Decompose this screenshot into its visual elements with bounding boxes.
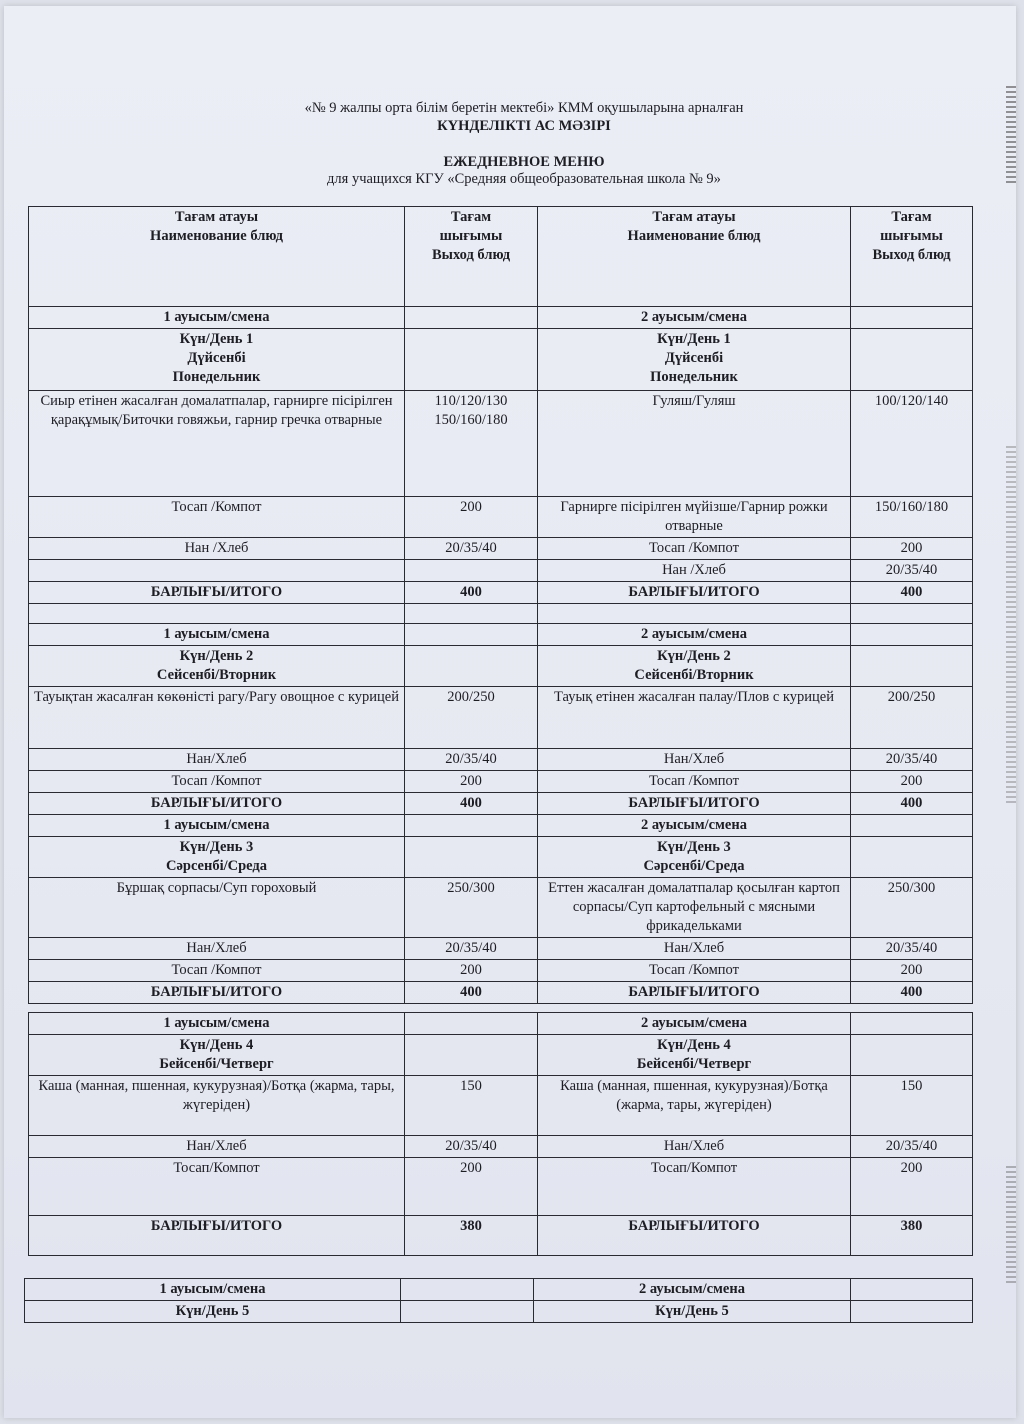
dish-name: Гуляш/Гуляш — [538, 391, 851, 497]
day-row — [29, 837, 973, 878]
dish-name: Тосап/Компот — [538, 1158, 851, 1216]
dish-yield: 200 — [851, 1158, 973, 1216]
total-label: БАРЛЫҒЫ/ИТОГО — [538, 982, 851, 1004]
dish-yield: 200 — [851, 771, 973, 793]
column-header-yield: Тағам шығымы Выход блюд — [851, 207, 973, 307]
day-1-left-heading: Күн/День 1 Дүйсенбі Понедельник — [29, 329, 405, 391]
header-title-ru: ЕЖЕДНЕВНОЕ МЕНЮ — [443, 154, 605, 170]
dish-yield: 20/35/40 — [851, 560, 973, 582]
dish-name: Сиыр етінен жасалған домалатпалар, гарнирге пісірілген қарақұмық/Биточки говяжьи, гарнир гречка отварные — [29, 391, 405, 497]
column-header-name: Тағам атауы Наименование блюд — [538, 207, 851, 307]
dish-yield: 20/35/40 — [851, 938, 973, 960]
day-row — [25, 1301, 973, 1323]
dish-name: Нан/Хлеб — [538, 1136, 851, 1158]
shift-1-label: 1 ауысым/смена — [25, 1279, 401, 1301]
dish-name: Тосап/Компот — [29, 1158, 405, 1216]
document-page — [4, 6, 1016, 1418]
dish-name: Тосап /Компот — [538, 538, 851, 560]
table-row — [29, 497, 973, 538]
day-4-right-heading: Күн/День 4 Бейсенбі/Четверг — [538, 1035, 851, 1076]
shift-row — [29, 1013, 973, 1035]
day-row — [29, 1035, 973, 1076]
dish-name: Каша (манная, пшенная, кукурузная)/Ботқа (жарма, тары, жүгеріден) — [29, 1076, 405, 1136]
table-row — [29, 1158, 973, 1216]
shift-1-label: 1 ауысым/смена — [29, 307, 405, 329]
total-label: БАРЛЫҒЫ/ИТОГО — [538, 793, 851, 815]
table-row — [29, 1136, 973, 1158]
shift-2-label: 2 ауысым/смена — [538, 815, 851, 837]
header-school-kz: «№ 9 жалпы орта білім беретін мектебі» КММ оқушыларына арналған — [304, 100, 744, 116]
spacer-row — [29, 604, 973, 624]
table-row — [29, 960, 973, 982]
scan-edge-marks — [1006, 446, 1016, 806]
dish-name: Тосап /Компот — [29, 960, 405, 982]
table-row — [29, 1076, 973, 1136]
menu-table-day-5 — [24, 1278, 973, 1323]
total-row — [29, 982, 973, 1004]
dish-name: Нан/Хлеб — [29, 749, 405, 771]
document-header — [4, 100, 1024, 187]
total-label: БАРЛЫҒЫ/ИТОГО — [538, 582, 851, 604]
total-value: 400 — [405, 793, 538, 815]
day-2-left-heading: Күн/День 2 Сейсенбі/Вторник — [29, 646, 405, 687]
dish-name: Бұршақ сорпасы/Суп гороховый — [29, 878, 405, 938]
day-3-right-heading: Күн/День 3 Сәрсенбі/Среда — [538, 837, 851, 878]
dish-yield: 200/250 — [851, 687, 973, 749]
dish-yield: 150 — [851, 1076, 973, 1136]
day-3-left-heading: Күн/День 3 Сәрсенбі/Среда — [29, 837, 405, 878]
dish-yield: 100/120/140 — [851, 391, 973, 497]
shift-row — [29, 815, 973, 837]
shift-2-label: 2 ауысым/смена — [538, 624, 851, 646]
menu-table-day-3 — [28, 814, 973, 1004]
dish-name: Нан/Хлеб — [29, 938, 405, 960]
dish-name: Нан /Хлеб — [538, 560, 851, 582]
dish-yield: 150 — [405, 1076, 538, 1136]
total-label: БАРЛЫҒЫ/ИТОГО — [29, 793, 405, 815]
dish-name: Нан/Хлеб — [538, 749, 851, 771]
scan-edge-marks — [1006, 86, 1016, 186]
day-5-right-heading: Күн/День 5 — [534, 1301, 851, 1323]
total-label: БАРЛЫҒЫ/ИТОГО — [538, 1216, 851, 1256]
shift-row — [29, 624, 973, 646]
dish-yield: 20/35/40 — [851, 749, 973, 771]
total-row — [29, 582, 973, 604]
column-header-name: Тағам атауы Наименование блюд — [29, 207, 405, 307]
day-1-right-heading: Күн/День 1 Дүйсенбі Понедельник — [538, 329, 851, 391]
dish-yield: 200 — [851, 960, 973, 982]
dish-yield: 200/250 — [405, 687, 538, 749]
dish-yield: 20/35/40 — [851, 1136, 973, 1158]
shift-1-label: 1 ауысым/смена — [29, 1013, 405, 1035]
total-value: 400 — [851, 582, 973, 604]
dish-yield: 20/35/40 — [405, 1136, 538, 1158]
column-header-yield: Тағам шығымы Выход блюд — [405, 207, 538, 307]
header-title-kz: КҮНДЕЛІКТІ АС МӘЗІРІ — [437, 118, 611, 134]
dish-name: Тауық етінен жасалған палау/Плов с курицей — [538, 687, 851, 749]
shift-1-label: 1 ауысым/смена — [29, 624, 405, 646]
dish-name: Тосап /Компот — [538, 771, 851, 793]
dish-name: Еттен жасалған домалатпалар қосылған картоп сорпасы/Суп картофельный с мясными фрикадельками — [538, 878, 851, 938]
dish-yield: 250/300 — [405, 878, 538, 938]
total-value: 400 — [405, 582, 538, 604]
menu-table-day-4 — [28, 1012, 973, 1256]
total-value: 400 — [851, 982, 973, 1004]
dish-name: Гарнирге пісірілген мүйізше/Гарнир рожки отварные — [538, 497, 851, 538]
shift-2-label: 2 ауысым/смена — [538, 307, 851, 329]
table-row — [29, 391, 973, 497]
total-value: 400 — [851, 793, 973, 815]
scan-edge-marks — [1006, 1166, 1016, 1286]
dish-yield: 200 — [405, 497, 538, 538]
table-row — [29, 771, 973, 793]
shift-1-label: 1 ауысым/смена — [29, 815, 405, 837]
dish-yield: 200 — [405, 960, 538, 982]
total-label: БАРЛЫҒЫ/ИТОГО — [29, 582, 405, 604]
shift-2-label: 2 ауысым/смена — [534, 1279, 851, 1301]
dish-yield: 110/120/130 150/160/180 — [405, 391, 538, 497]
day-2-right-heading: Күн/День 2 Сейсенбі/Вторник — [538, 646, 851, 687]
total-row — [29, 793, 973, 815]
table-row — [29, 749, 973, 771]
dish-yield: 200 — [405, 1158, 538, 1216]
menu-table-days-1-2 — [28, 206, 973, 815]
shift-2-label: 2 ауысым/смена — [538, 1013, 851, 1035]
shift-row — [29, 307, 973, 329]
dish-name: Тосап /Компот — [538, 960, 851, 982]
dish-name: Тосап /Компот — [29, 497, 405, 538]
dish-yield: 250/300 — [851, 878, 973, 938]
day-4-left-heading: Күн/День 4 Бейсенбі/Четверг — [29, 1035, 405, 1076]
total-value: 380 — [851, 1216, 973, 1256]
total-label: БАРЛЫҒЫ/ИТОГО — [29, 1216, 405, 1256]
total-row — [29, 1216, 973, 1256]
dish-yield: 150/160/180 — [851, 497, 973, 538]
column-header-row — [29, 207, 973, 307]
table-row — [29, 538, 973, 560]
day-5-left-heading: Күн/День 5 — [25, 1301, 401, 1323]
total-value: 400 — [405, 982, 538, 1004]
table-row — [29, 560, 973, 582]
dish-name: Тосап /Компот — [29, 771, 405, 793]
table-row — [29, 938, 973, 960]
total-value: 380 — [405, 1216, 538, 1256]
dish-name: Каша (манная, пшенная, кукурузная)/Ботқа (жарма, тары, жүгеріден) — [538, 1076, 851, 1136]
table-row — [29, 687, 973, 749]
day-row — [29, 646, 973, 687]
dish-yield: 200 — [405, 771, 538, 793]
dish-yield: 20/35/40 — [405, 538, 538, 560]
day-row — [29, 329, 973, 391]
header-school-ru: для учащихся КГУ «Средняя общеобразовательная школа № 9» — [327, 171, 721, 187]
dish-yield: 20/35/40 — [405, 938, 538, 960]
dish-name: Нан/Хлеб — [538, 938, 851, 960]
dish-yield: 200 — [851, 538, 973, 560]
shift-row — [25, 1279, 973, 1301]
total-label: БАРЛЫҒЫ/ИТОГО — [29, 982, 405, 1004]
dish-name: Нан/Хлеб — [29, 1136, 405, 1158]
table-row — [29, 878, 973, 938]
dish-name: Нан /Хлеб — [29, 538, 405, 560]
dish-yield: 20/35/40 — [405, 749, 538, 771]
dish-name: Тауықтан жасалған көкөністі рагу/Рагу овощное с курицей — [29, 687, 405, 749]
